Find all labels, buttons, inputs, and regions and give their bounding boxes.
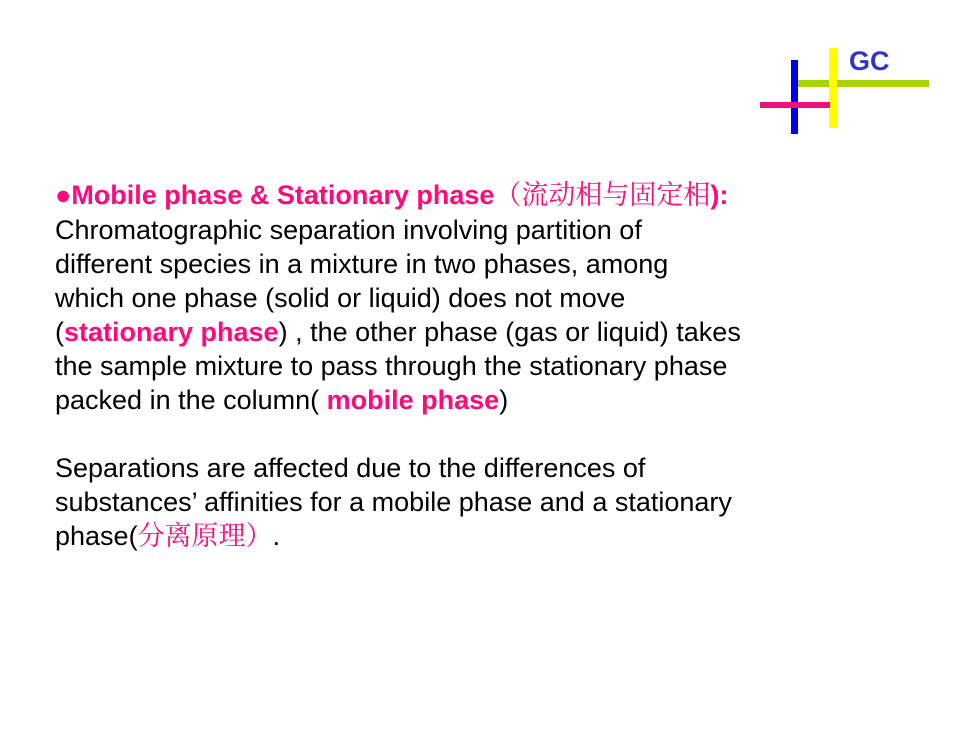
heading-title: Mobile phase & Stationary phase xyxy=(71,180,495,210)
heading xyxy=(55,178,975,213)
paragraph2-line1: Separations are affected due to the differences of xyxy=(55,453,646,483)
paren-open: ( xyxy=(55,317,64,347)
paragraph2-line3 xyxy=(55,519,975,554)
paragraph1-line1: Chromatographic separation involving partition of xyxy=(55,215,642,245)
paragraph1-line6-start: packed in the column( xyxy=(55,385,327,415)
term-stationary-phase: stationary phase xyxy=(64,317,279,347)
paragraph2-line2: substances’ affinities for a mobile phase and a stationary xyxy=(55,487,732,517)
separation-principle-cn: 分离原理） xyxy=(137,521,273,552)
paragraph1-line4 xyxy=(55,315,975,349)
logo-yellow-bar xyxy=(829,48,837,128)
paragraph1-line4-rest: ) , the other phase (gas or liquid) takes xyxy=(278,317,741,347)
paragraph2-line3-end: . xyxy=(272,521,281,551)
paragraph1-line6-end: ) xyxy=(499,385,509,415)
paragraph-spacer xyxy=(55,417,975,451)
paragraph1-line6 xyxy=(55,383,975,417)
logo-green-bar xyxy=(797,80,929,87)
paragraph1-line5: the sample mixture to pass through the stationary phase xyxy=(55,351,728,381)
gc-logo xyxy=(0,0,980,160)
heading-suffix: ): xyxy=(710,180,729,210)
heading-title-cn: （流动相与固定相 xyxy=(494,180,711,211)
logo-label: GC xyxy=(849,46,890,76)
paragraph2-line3-start: phase( xyxy=(55,521,138,551)
paragraph1-line3: which one phase (solid or liquid) does not move xyxy=(55,283,626,313)
term-mobile-phase: mobile phase xyxy=(326,385,500,415)
logo-blue-bar xyxy=(791,60,798,134)
paragraph1-line2: different species in a mixture in two phases, among xyxy=(55,249,669,279)
bullet-icon: ● xyxy=(55,180,72,210)
slide-body xyxy=(55,178,975,554)
logo-magenta-bar xyxy=(760,102,830,108)
